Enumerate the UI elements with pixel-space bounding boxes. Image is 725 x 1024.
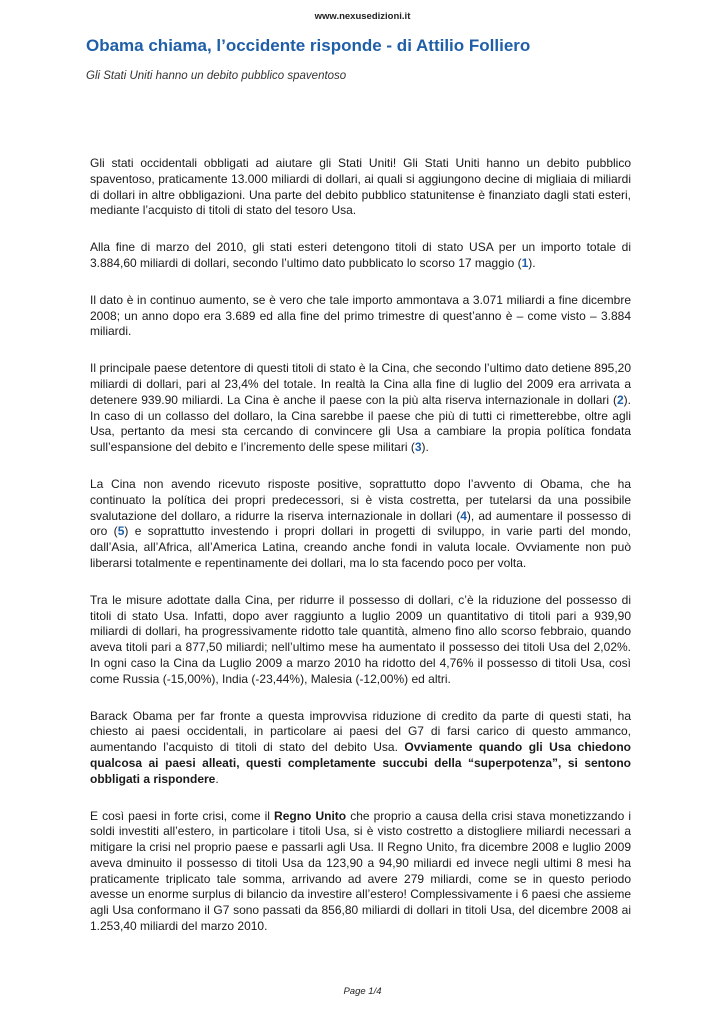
bold-statement: Ovviamente quando gli Usa chiedono qualcosa ai paesi alleati, questi completamente succubi della “superpotenza”, si sentono obbligati a rispondere xyxy=(90,740,631,786)
paragraph-text: ). xyxy=(421,440,429,455)
article-body xyxy=(90,156,631,956)
footnote-ref-4[interactable]: 4 xyxy=(460,508,467,523)
paragraph-text: . xyxy=(215,771,219,786)
paragraph-text: ). xyxy=(528,255,536,270)
paragraph-2 xyxy=(90,240,631,272)
paragraph-7 xyxy=(90,709,631,788)
footnote-ref-3[interactable]: 3 xyxy=(414,440,422,455)
page-number: Page 1/4 xyxy=(343,986,382,997)
paragraph-6: Tra le misure adottate dalla Cina, per ridurre il possesso di dollari, c’è la riduzione del possesso di titoli di stato Usa. Infatti, dopo aver raggiunto a luglio 2009 un quantitativo di titoli pari a 939,90 miliardi di dollari, ha progressivamente ridotto tale quantità, almeno fino allo scorso febbraio, quando aveva titoli pari a 877,50 miliardi; nell’ultimo mese ha aumentato il possesso dei titoli Usa del 2,02%. In ogni caso la Cina da Luglio 2009 a marzo 2010 ha ridotto del 4,76% il possesso di titoli Usa, così come Russia (-15,00%), India (-23,44%), Malesia (-12,00%) ed altri. xyxy=(90,592,631,686)
article-title: Obama chiama, l’occidente risponde - di Attilio Folliero xyxy=(86,36,531,55)
footnote-ref-1[interactable]: 1 xyxy=(521,255,529,270)
paragraph-text: che proprio a causa della crisi stava monetizzando i soldi investiti all’estero, in particolare i titoli Usa, si è visto costretto a distogliere miliardi necessari a mitigare la crisi nel proprio paese e passarli agli Usa. Il Regno Unito, fra dicembre 2008 e luglio 2009 aveva dminuito il possesso di titoli Usa da 123,90 a 94,90 miliardi ed invece negli ultimi 8 mesi ha praticamente triplicato tale somma, arrivando ad avere 279 miliardi, come se in questo periodo avesse un enorme surplus di bilancio da investire all’estero! Complessivamente i 6 paesi che assieme agli Usa conformano il G7 sono passati da 856,80 miliardi di dollari in titoli Usa, del dicembre 2008 ai 1.253,40 miliardi del marzo 2010. xyxy=(90,808,631,934)
paragraph-text: Barack Obama per far fronte a questa improvvisa riduzione di credito da parte di questi stati, ha chiesto ai paesi occidentali, in particolare ai paesi del G7 di farsi carico di questo ammanco, aumentando l’acquisto di titoli di stato del debito Usa. xyxy=(90,708,631,755)
paragraph-text: Il principale paese detentore di questi titoli di stato è la Cina, che secondo l’ultimo dato detiene 895,20 miliardi di dollari, pari al 23,4% del totale. In realtà la Cina alla fine di luglio del 2009 era arrivata a detenere 939.90 miliardi. La Cina è anche il paese con la più alta riserva internazionale in dollari ( xyxy=(90,361,632,407)
bold-country: Regno Unito xyxy=(274,808,347,823)
footnote-ref-5[interactable]: 5 xyxy=(117,524,125,539)
paragraph-text: ). In caso di un collasso del dollaro, la Cina sarebbe il paese che più di tutti ci rimetterebbe, oltre agli Usa, pertanto da mesi sta cercando di convincere gli Usa a cambiare la propia política fondata sull’espansione del debito e l’incremento delle spese militari ( xyxy=(90,392,631,455)
paragraph-text: E così paesi in forte crisi, come il xyxy=(90,808,275,823)
footnote-ref-2[interactable]: 2 xyxy=(616,392,624,407)
article-subtitle: Gli Stati Uniti hanno un debito pubblico spaventoso xyxy=(86,70,347,82)
paragraph-1: Gli stati occidentali obbligati ad aiutare gli Stati Uniti! Gli Stati Uniti hanno un debito pubblico spaventoso, praticamente 13.000 miliardi di dollari, ai quali si aggiungono decine di migliaia di miliardi di dollari in altre obbligazioni. Una parte del debito pubblico statunitense è finanziato dagli stati esteri, mediante l’acquisto di titoli di stato del tesoro Usa. xyxy=(90,156,631,218)
paragraph-5 xyxy=(90,477,631,572)
site-url: www.nexusedizioni.it xyxy=(314,11,411,22)
paragraph-text: Alla fine di marzo del 2010, gli stati esteri detengono titoli di stato USA per un importo totale di 3.884,60 miliardi di dollari, secondo l’ultimo dato pubblicato lo scorso 17 maggio ( xyxy=(90,240,631,270)
paragraph-4 xyxy=(90,361,631,456)
paragraph-text: ) e soprattutto investendo i propri dollari in progetti di sviluppo, in varie parti del mondo, dall’Asia, all’Africa, all’America Latina, creando anche fondi in valuta locale. Ovviamente non può liberarsi totalmente e repentinamente dei dollari, ma lo sta facendo poco per volta. xyxy=(90,524,631,570)
paragraph-text: La Cina non avendo ricevuto risposte positive, soprattutto dopo l’avvento di Obama, che ha continuato la política dei propri predecessori, si è vista costretta, per tutelarsi da una possibile svalutazione del dollaro, a ridurre la riserva internazionale in dollari ( xyxy=(90,476,631,523)
paragraph-text: ), ad aumentare il possesso di oro ( xyxy=(90,508,632,539)
paragraph-3: Il dato è in continuo aumento, se è vero che tale importo ammontava a 3.071 miliardi a fine dicembre 2008; un anno dopo era 3.689 ed alla fine del primo trimestre di quest’anno è – come visto – 3.884 miliardi. xyxy=(90,292,631,339)
paragraph-8 xyxy=(90,809,631,935)
